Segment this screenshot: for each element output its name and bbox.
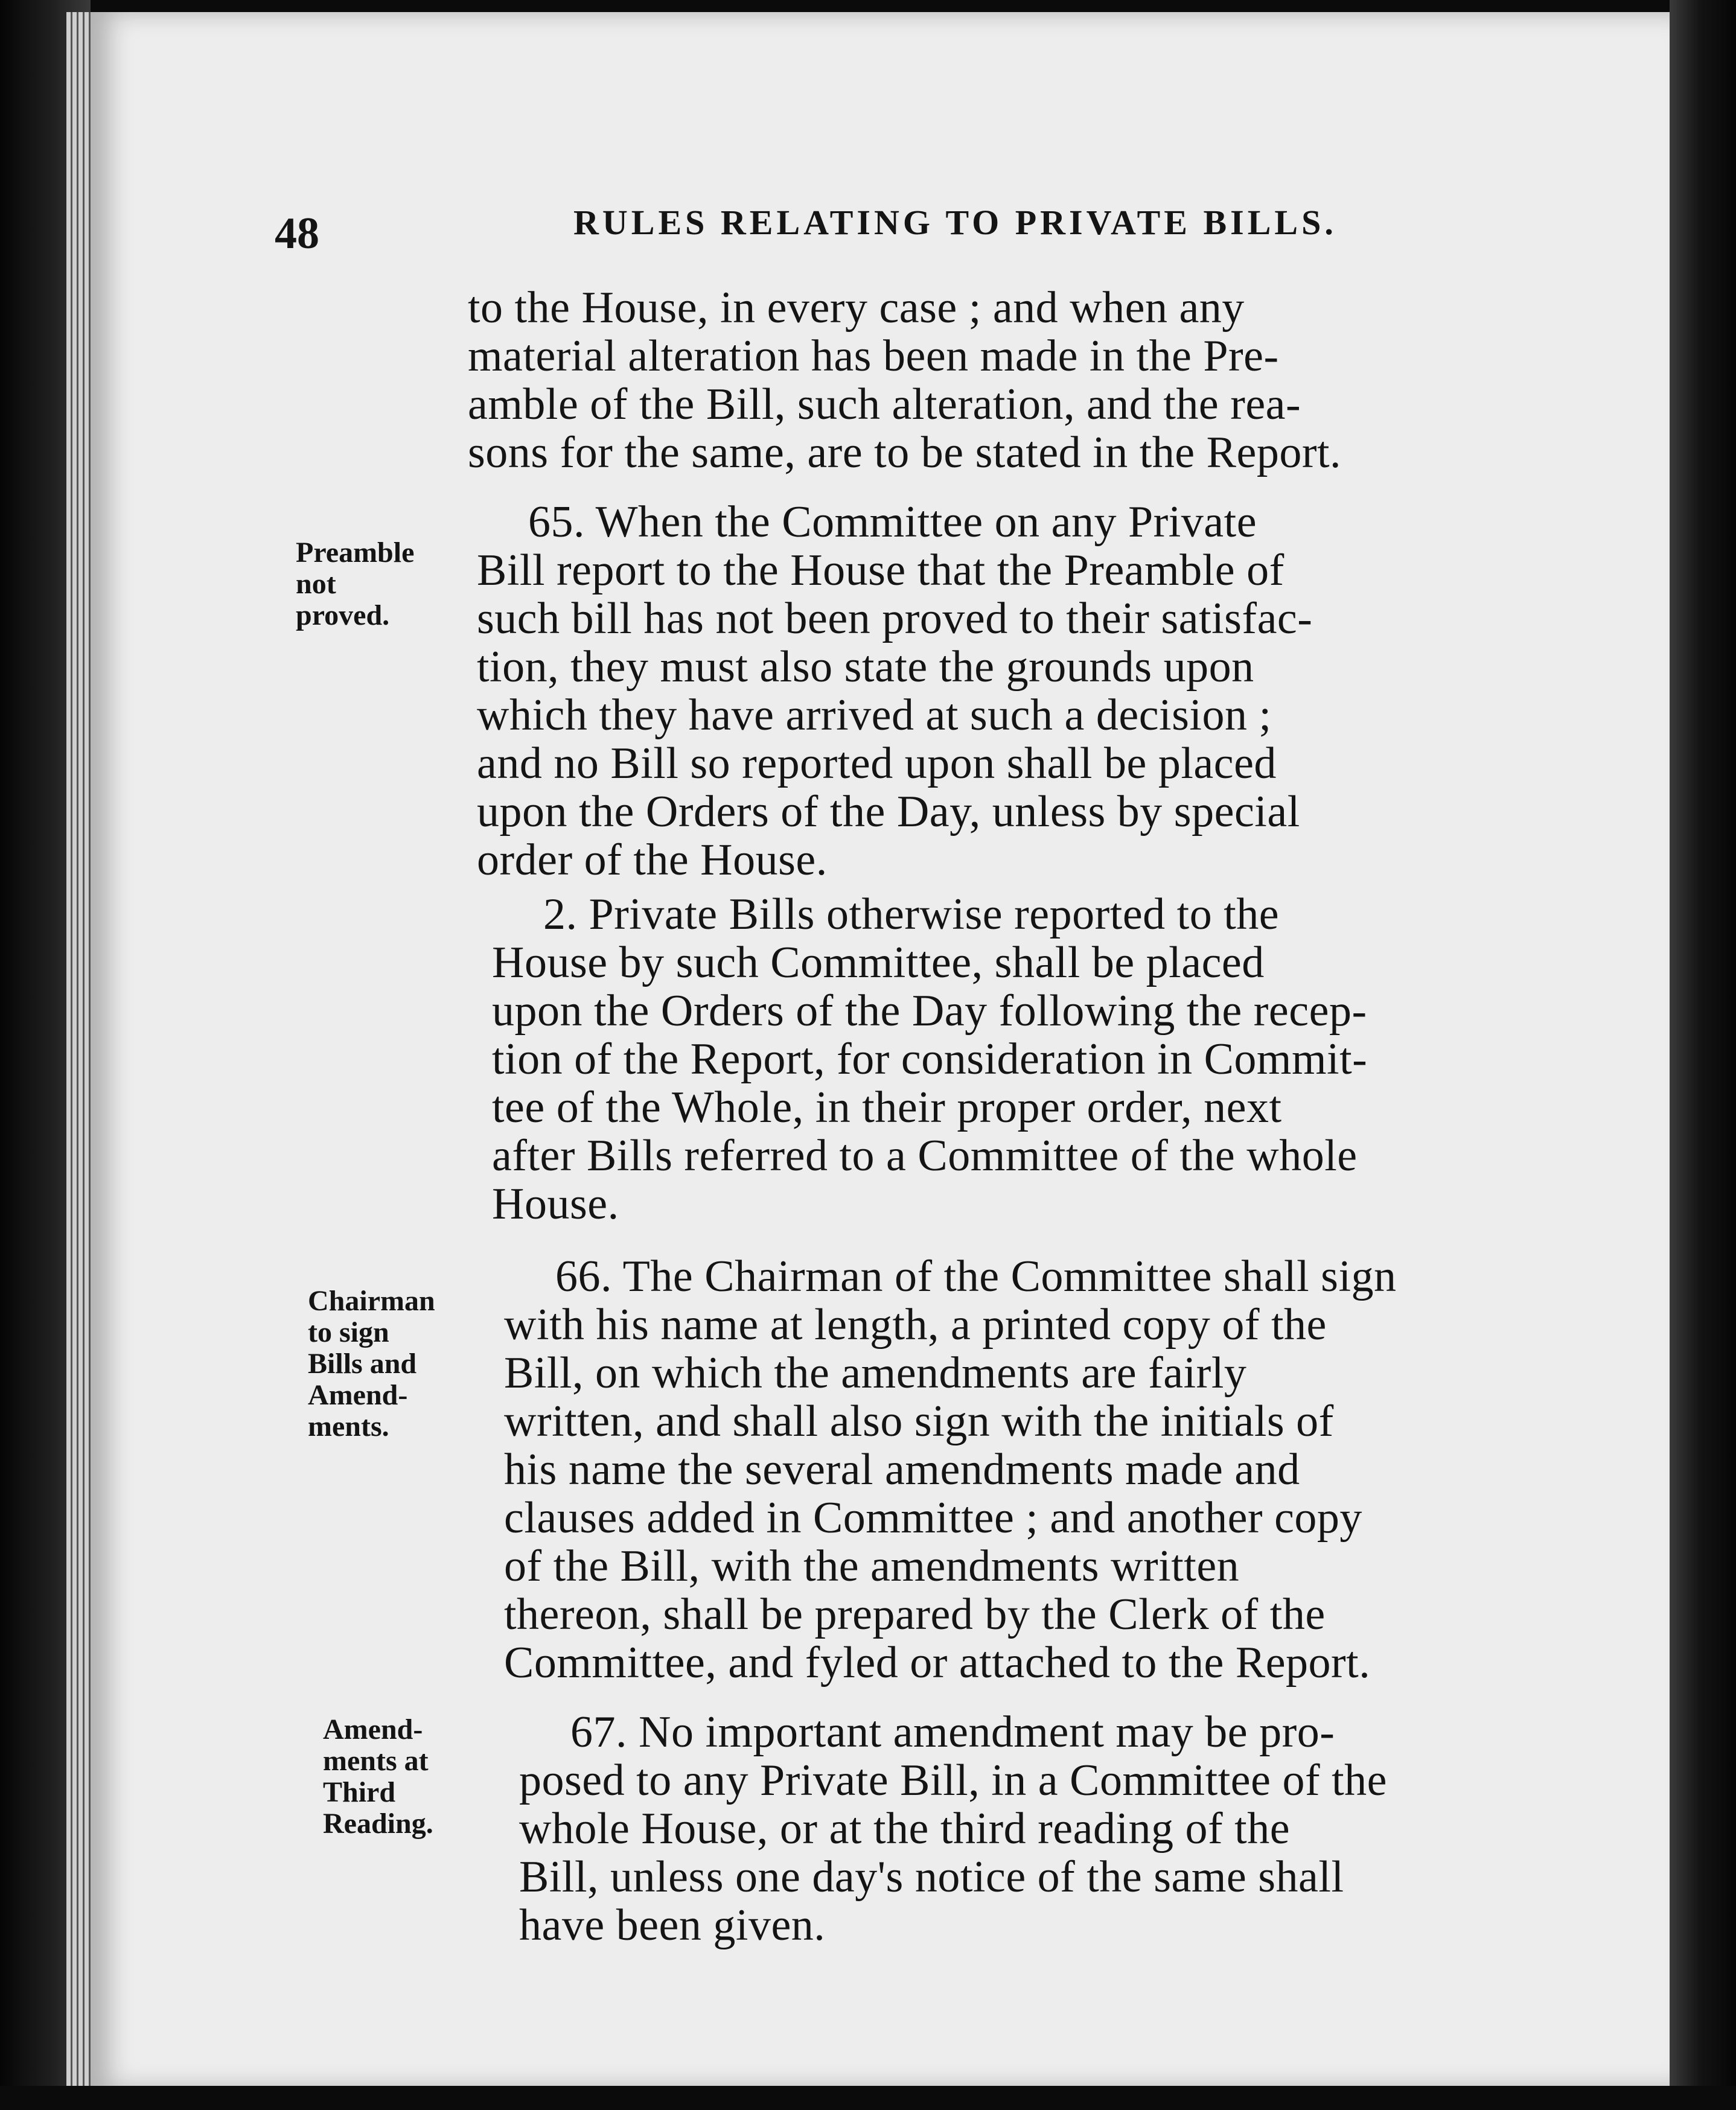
text-line: 2. Private Bills otherwise reported to the [543, 890, 1280, 939]
text-line: House by such Committee, shall be placed [492, 938, 1265, 987]
margin-note-line: proved. [296, 599, 390, 631]
text-line: after Bills referred to a Committee of the whole [492, 1131, 1358, 1181]
text-line: order of the House. [477, 835, 828, 885]
text-line: upon the Orders of the Day, unless by special [477, 787, 1300, 837]
text-line: whole House, or at the third reading of the [519, 1804, 1291, 1853]
margin-note-line: Chairman [308, 1285, 435, 1317]
paragraph-rule-67 [519, 1708, 1387, 1949]
text-line: tee of the Whole, in their proper order, next [492, 1083, 1282, 1132]
text-line: his name the several amendments made and [504, 1445, 1300, 1494]
text-line: to the House, in every case ; and when any [468, 283, 1245, 333]
text-line: 66. The Chairman of the Committee shall sign [555, 1252, 1397, 1301]
margin-note-line: Preamble [296, 537, 415, 569]
text-line: posed to any Private Bill, in a Committee of the [519, 1756, 1387, 1805]
margin-note-line: ments. [308, 1410, 389, 1442]
text-line: sons for the same, are to be stated in the Report. [468, 428, 1342, 477]
margin-note-line: ments at [323, 1745, 429, 1777]
text-line: Bill, on which the amendments are fairly [504, 1348, 1247, 1398]
paragraph-continuation [468, 284, 1341, 477]
margin-note-chairman-to-sign [308, 1286, 435, 1442]
text-line: such bill has not been proved to their satisfac- [477, 594, 1313, 643]
margin-note-line: Reading. [323, 1808, 433, 1840]
running-header: RULES RELATING TO PRIVATE BILLS. [573, 203, 1337, 242]
text-line: thereon, shall be prepared by the Clerk of the [504, 1590, 1326, 1639]
text-line: of the Bill, with the amendments written [504, 1541, 1240, 1591]
text-line: upon the Orders of the Day following the recep- [492, 986, 1367, 1036]
margin-note-line: not [296, 568, 336, 600]
margin-note-line: to sign [308, 1316, 389, 1348]
text-line: tion of the Report, for consideration in Commit- [492, 1034, 1368, 1084]
margin-note-line: Third [323, 1776, 396, 1808]
text-line: House. [492, 1179, 619, 1229]
margin-note-preamble-not-proved [296, 537, 414, 631]
book-binding-edge [1670, 0, 1736, 2110]
paragraph-rule-65-2 [492, 890, 1367, 1228]
text-line: Bill report to the House that the Preamble of [477, 546, 1284, 595]
text-line: clauses added in Committee ; and another copy [504, 1493, 1362, 1543]
book-bottom-edge [0, 2086, 1736, 2110]
text-line: with his name at length, a printed copy of the [504, 1300, 1327, 1350]
text-line: tion, they must also state the grounds upon [477, 642, 1254, 692]
paragraph-rule-65 [477, 498, 1312, 884]
text-line: which they have arrived at such a decision ; [477, 690, 1272, 740]
text-line: 65. When the Committee on any Private [528, 497, 1257, 547]
text-line: amble of the Bill, such alteration, and the rea- [468, 380, 1301, 429]
text-line: Committee, and fyled or attached to the Report. [504, 1638, 1371, 1688]
page-number: 48 [275, 209, 319, 258]
margin-note-line: Amend- [308, 1379, 408, 1411]
text-line: material alteration has been made in the Pre- [468, 331, 1279, 381]
text-line: have been given. [519, 1901, 826, 1950]
margin-note-line: Amend- [323, 1713, 423, 1745]
text-line: and no Bill so reported upon shall be placed [477, 739, 1277, 788]
margin-note-line: Bills and [308, 1348, 417, 1380]
margin-note-amendments-third-reading [323, 1714, 433, 1840]
text-line: 67. No important amendment may be pro- [570, 1707, 1335, 1757]
text-line: Bill, unless one day's notice of the same shall [519, 1852, 1344, 1902]
paragraph-rule-66 [504, 1252, 1397, 1687]
text-line: written, and shall also sign with the initials of [504, 1397, 1334, 1446]
